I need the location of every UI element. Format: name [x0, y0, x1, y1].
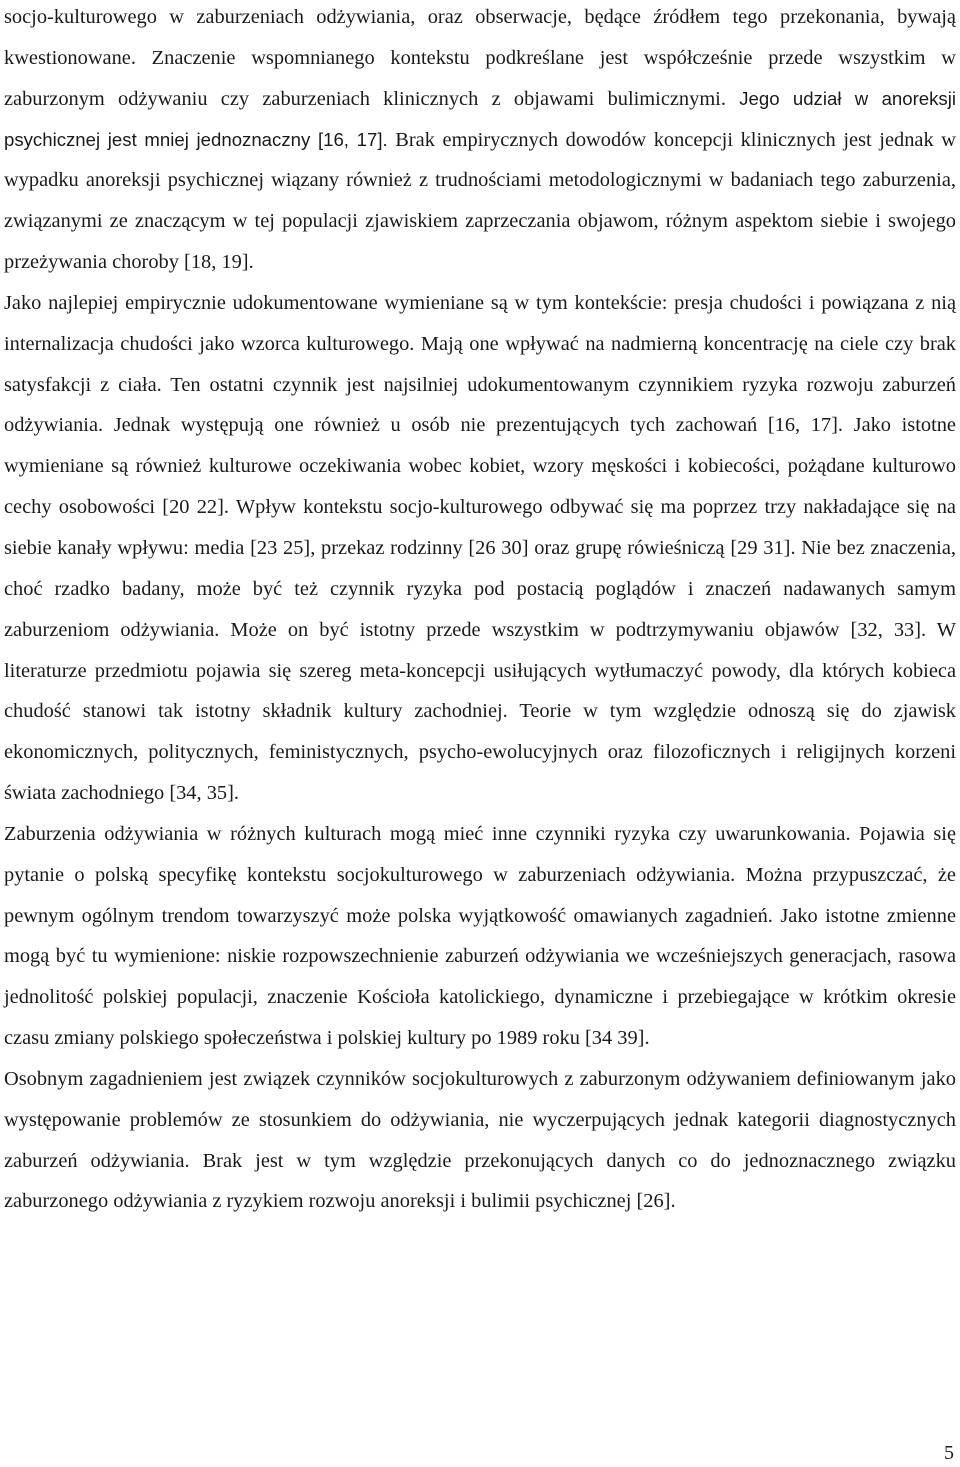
paragraph-4-text: Osobnym zagadnieniem jest związek czynników socjokulturowych z zaburzonym odżywaniem definiowanym jako występowanie problemów ze stosunkiem do odżywiania, nie wyczerpujących jednak kategorii diagnostycznych zaburzeń odżywiania. Brak jest w tym względzie przekonujących danych co do jednoznacznego związku zaburzonego odżywiania z ryzykiem rozwoju anoreksji i bulimii psychicznej [26].	[4, 1067, 956, 1213]
paragraph-1-text-b: Jego udział w anoreksji psychicznej jest mniej jednoznaczny [16, 17].	[4, 87, 956, 150]
paragraph-1-text-c: Brak empirycznych dowodów koncepcji klinicznych jest jednak w wypadku anoreksji psychicznej wiązany również z trudnościami metodologicznymi w badaniach tego zaburzenia, związanymi ze znaczącym w tej populacji zjawiskiem zaprzeczania objawom, różnym aspektom siebie i swojego przeżywania choroby [18, 19].	[4, 128, 956, 274]
paragraph-3	[4, 814, 956, 1059]
page-number: 5	[944, 1442, 954, 1464]
paragraph-4	[4, 1059, 956, 1222]
document-page	[4, 0, 956, 1222]
paragraph-2-text: Jako najlepiej empirycznie udokumentowane wymieniane są w tym kontekście: presja chudości i powiązana z nią internalizacja chudości jako wzorca kulturowego. Mają one wpływać na nadmierną koncentrację na ciele czy brak satysfakcji z ciała. Ten ostatni czynnik jest najsilniej udokumentowanym czynnikiem ryzyka rozwoju zaburzeń odżywiania. Jednak występują one również u osób nie prezentujących tych zachowań [16, 17]. Jako istotne wymieniane są również kulturowe oczekiwania wobec kobiet, wzory męskości i kobiecości, pożądane kulturowo cechy osobowości [20 22]. Wpływ kontekstu socjo-kulturowego odbywać się ma poprzez trzy nakładające się na siebie kanały wpływu: media [23 25], przekaz rodzinny [26 30] oraz grupę rówieśniczą [29 31]. Nie bez znaczenia, choć rzadko badany, może być też czynnik ryzyka pod postacią poglądów i znaczeń nadawanych samym zaburzeniom odżywiania. Może on być istotny przede wszystkim w podtrzymywaniu objawów [32, 33]. W literaturze przedmiotu pojawia się szereg meta-koncepcji usiłujących wytłumaczyć powody, dla których kobieca chudość stanowi tak istotny składnik kultury zachodniej. Teorie w tym względzie odnoszą się do zjawisk ekonomicznych, politycznych, feministycznych, psycho-ewolucyjnych oraz filozoficznych i religijnych korzeni świata zachodniego [34, 35].	[4, 291, 956, 805]
paragraph-1-text-a: socjo-kulturowego w zaburzeniach odżywiania, oraz obserwacje, będące źródłem tego przekonania, bywają kwestionowane. Znaczenie wspomnianego kontekstu podkreślane jest współcześnie przede wszystkim w zaburzonym odżywaniu czy zaburzeniach klinicznych z objawami bulimicznymi.	[4, 6, 956, 110]
paragraph-2	[4, 283, 956, 814]
paragraph-1	[4, 0, 956, 283]
paragraph-3-text: Zaburzenia odżywiania w różnych kulturach mogą mieć inne czynniki ryzyka czy uwarunkowania. Pojawia się pytanie o polską specyfikę kontekstu socjokulturowego w zaburzeniach odżywiania. Można przypuszczać, że pewnym ogólnym trendom towarzyszyć może polska wyjątkowość omawianych zagadnień. Jako istotne zmienne mogą być tu wymienione: niskie rozpowszechnienie zaburzeń odżywiania we wcześniejszych generacjach, rasowa jednolitość polskiej populacji, znaczenie Kościoła katolickiego, dynamiczne i przebiegające w krótkim okresie czasu zmiany polskiego społeczeństwa i polskiej kultury po 1989 roku [34 39].	[4, 822, 956, 1050]
